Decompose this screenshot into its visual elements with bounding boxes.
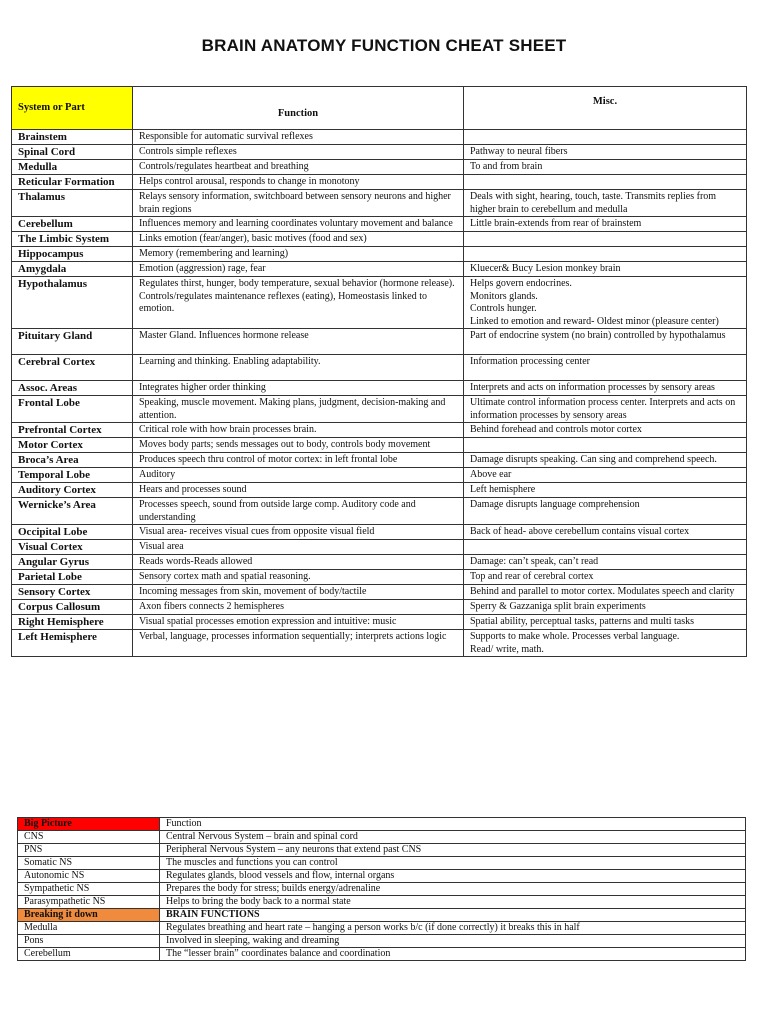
table-row [12, 247, 747, 262]
part-cell: Right Hemisphere [12, 615, 133, 630]
term-cell: Pons [18, 935, 160, 948]
description-cell: Central Nervous System – brain and spinal cord [160, 831, 746, 844]
term-cell: Big Picture [18, 818, 160, 831]
misc-cell: Behind forehead and controls motor cortex [464, 423, 747, 438]
table-row [12, 600, 747, 615]
part-cell: Parietal Lobe [12, 570, 133, 585]
function-cell: Verbal, language, processes information sequentially; interprets actions logic [133, 630, 464, 657]
misc-cell: Pathway to neural fibers [464, 145, 747, 160]
term-cell: Autonomic NS [18, 870, 160, 883]
function-cell: Axon fibers connects 2 hemispheres [133, 600, 464, 615]
table-row [18, 870, 746, 883]
misc-cell: Sperry & Gazzaniga split brain experiments [464, 600, 747, 615]
table-row [12, 468, 747, 483]
part-cell: Frontal Lobe [12, 396, 133, 423]
function-cell: Master Gland. Influences hormone release [133, 329, 464, 355]
term-cell: Sympathetic NS [18, 883, 160, 896]
description-cell: Prepares the body for stress; builds energy/adrenaline [160, 883, 746, 896]
table-row [18, 896, 746, 909]
part-cell: Reticular Formation [12, 175, 133, 190]
part-cell: Pituitary Gland [12, 329, 133, 355]
misc-cell: Left hemisphere [464, 483, 747, 498]
part-cell: Temporal Lobe [12, 468, 133, 483]
table-row [12, 525, 747, 540]
table-row [12, 329, 747, 355]
term-cell: Somatic NS [18, 857, 160, 870]
nervous-system-table [17, 817, 746, 961]
table-row [12, 555, 747, 570]
description-cell: The muscles and functions you can control [160, 857, 746, 870]
part-cell: Assoc. Areas [12, 381, 133, 396]
misc-cell: Ultimate control information process center. Interprets and acts on information processes by sensory areas [464, 396, 747, 423]
table-row [18, 831, 746, 844]
misc-cell [464, 247, 747, 262]
function-cell: Sensory cortex math and spatial reasoning. [133, 570, 464, 585]
misc-cell: Top and rear of cerebral cortex [464, 570, 747, 585]
table-row [12, 232, 747, 247]
misc-cell: Behind and parallel to motor cortex. Modulates speech and clarity [464, 585, 747, 600]
function-cell: Responsible for automatic survival reflexes [133, 130, 464, 145]
function-cell: Learning and thinking. Enabling adaptability. [133, 355, 464, 381]
function-cell: Visual area- receives visual cues from opposite visual field [133, 525, 464, 540]
misc-cell [464, 438, 747, 453]
function-cell: Reads words-Reads allowed [133, 555, 464, 570]
part-cell: The Limbic System [12, 232, 133, 247]
table-row [12, 498, 747, 525]
header-misc: Misc. [464, 87, 747, 130]
term-cell: Medulla [18, 922, 160, 935]
table-row [12, 615, 747, 630]
misc-cell: Kluecer& Bucy Lesion monkey brain [464, 262, 747, 277]
table-row [18, 818, 746, 831]
table-row [12, 160, 747, 175]
table-row [12, 423, 747, 438]
function-cell: Influences memory and learning coordinates voluntary movement and balance [133, 217, 464, 232]
description-cell: BRAIN FUNCTIONS [160, 909, 746, 922]
description-cell: Regulates glands, blood vessels and flow, internal organs [160, 870, 746, 883]
header-system-or-part: System or Part [12, 87, 133, 130]
function-cell: Speaking, muscle movement. Making plans, judgment, decision-making and attention. [133, 396, 464, 423]
part-cell: Auditory Cortex [12, 483, 133, 498]
misc-cell: Spatial ability, perceptual tasks, patterns and multi tasks [464, 615, 747, 630]
table-row [12, 381, 747, 396]
part-cell: Thalamus [12, 190, 133, 217]
term-cell: CNS [18, 831, 160, 844]
description-cell: Helps to bring the body back to a normal state [160, 896, 746, 909]
misc-cell: Above ear [464, 468, 747, 483]
part-cell: Angular Gyrus [12, 555, 133, 570]
function-cell: Controls simple reflexes [133, 145, 464, 160]
table-row [12, 277, 747, 329]
part-cell: Broca’s Area [12, 453, 133, 468]
function-cell: Integrates higher order thinking [133, 381, 464, 396]
part-cell: Visual Cortex [12, 540, 133, 555]
term-cell: Breaking it down [18, 909, 160, 922]
misc-cell: Damage: can’t speak, can’t read [464, 555, 747, 570]
header-function: Function [133, 87, 464, 130]
misc-cell: Information processing center [464, 355, 747, 381]
table-row [12, 130, 747, 145]
misc-cell: Deals with sight, hearing, touch, taste. Transmits replies from higher brain to cerebellum and medulla [464, 190, 747, 217]
brain-anatomy-table [11, 86, 747, 657]
description-cell: Function [160, 818, 746, 831]
table-row [12, 262, 747, 277]
function-cell: Memory (remembering and learning) [133, 247, 464, 262]
misc-cell: Supports to make whole. Processes verbal language. Read/ write, math. [464, 630, 747, 657]
function-cell: Helps control arousal, responds to change in monotony [133, 175, 464, 190]
misc-cell [464, 232, 747, 247]
table-row [12, 190, 747, 217]
part-cell: Corpus Callosum [12, 600, 133, 615]
term-cell: Cerebellum [18, 948, 160, 961]
table-row [12, 217, 747, 232]
table-row [12, 453, 747, 468]
table-row [12, 145, 747, 160]
table-header-row [12, 87, 747, 130]
part-cell: Left Hemisphere [12, 630, 133, 657]
description-cell: The “lesser brain” coordinates balance and coordination [160, 948, 746, 961]
table-row [12, 438, 747, 453]
part-cell: Hypothalamus [12, 277, 133, 329]
table-row [18, 857, 746, 870]
table-row [18, 844, 746, 857]
function-cell: Controls/regulates heartbeat and breathing [133, 160, 464, 175]
part-cell: Sensory Cortex [12, 585, 133, 600]
function-cell: Hears and processes sound [133, 483, 464, 498]
part-cell: Cerebellum [12, 217, 133, 232]
function-cell: Visual area [133, 540, 464, 555]
function-cell: Critical role with how brain processes brain. [133, 423, 464, 438]
misc-cell: To and from brain [464, 160, 747, 175]
table-row [18, 922, 746, 935]
table-row [18, 883, 746, 896]
misc-cell: Part of endocrine system (no brain) controlled by hypothalamus [464, 329, 747, 355]
function-cell: Links emotion (fear/anger), basic motives (food and sex) [133, 232, 464, 247]
part-cell: Wernicke’s Area [12, 498, 133, 525]
function-cell: Visual spatial processes emotion expression and intuitive: music [133, 615, 464, 630]
part-cell: Cerebral Cortex [12, 355, 133, 381]
misc-cell: Damage disrupts speaking. Can sing and comprehend speech. [464, 453, 747, 468]
term-cell: PNS [18, 844, 160, 857]
misc-cell: Interprets and acts on information processes by sensory areas [464, 381, 747, 396]
table-row [12, 175, 747, 190]
description-cell: Involved in sleeping, waking and dreaming [160, 935, 746, 948]
table-row [12, 540, 747, 555]
misc-cell [464, 540, 747, 555]
misc-cell [464, 175, 747, 190]
misc-cell: Back of head- above cerebellum contains visual cortex [464, 525, 747, 540]
misc-cell [464, 130, 747, 145]
table-row [12, 585, 747, 600]
misc-cell: Damage disrupts language comprehension [464, 498, 747, 525]
table-row [18, 909, 746, 922]
part-cell: Spinal Cord [12, 145, 133, 160]
function-cell: Emotion (aggression) rage, fear [133, 262, 464, 277]
function-cell: Relays sensory information, switchboard between sensory neurons and higher brain regions [133, 190, 464, 217]
table-row [18, 935, 746, 948]
term-cell: Parasympathetic NS [18, 896, 160, 909]
function-cell: Processes speech, sound from outside large comp. Auditory code and understanding [133, 498, 464, 525]
part-cell: Medulla [12, 160, 133, 175]
part-cell: Brainstem [12, 130, 133, 145]
table-row [12, 355, 747, 381]
part-cell: Prefrontal Cortex [12, 423, 133, 438]
part-cell: Amygdala [12, 262, 133, 277]
description-cell: Peripheral Nervous System – any neurons that extend past CNS [160, 844, 746, 857]
part-cell: Occipital Lobe [12, 525, 133, 540]
table-row [12, 570, 747, 585]
description-cell: Regulates breathing and heart rate – hanging a person works b/c (if done correctly) it breaks this in half [160, 922, 746, 935]
table-row [12, 483, 747, 498]
misc-cell: Little brain-extends from rear of brainstem [464, 217, 747, 232]
part-cell: Motor Cortex [12, 438, 133, 453]
part-cell: Hippocampus [12, 247, 133, 262]
misc-cell: Helps govern endocrines. Monitors glands. Controls hunger. Linked to emotion and reward- Oldest minor (pleasure center) [464, 277, 747, 329]
table-row [12, 396, 747, 423]
function-cell: Moves body parts; sends messages out to body, controls body movement [133, 438, 464, 453]
function-cell: Produces speech thru control of motor cortex: in left frontal lobe [133, 453, 464, 468]
page-title: BRAIN ANATOMY FUNCTION CHEAT SHEET [201, 36, 567, 55]
table-row [18, 948, 746, 961]
function-cell: Incoming messages from skin, movement of body/tactile [133, 585, 464, 600]
function-cell: Regulates thirst, hunger, body temperature, sexual behavior (hormone release). Controls/regulates maintenance reflexes (eating), Homeostasis linked to emotion. [133, 277, 464, 329]
table-row [12, 630, 747, 657]
function-cell: Auditory [133, 468, 464, 483]
